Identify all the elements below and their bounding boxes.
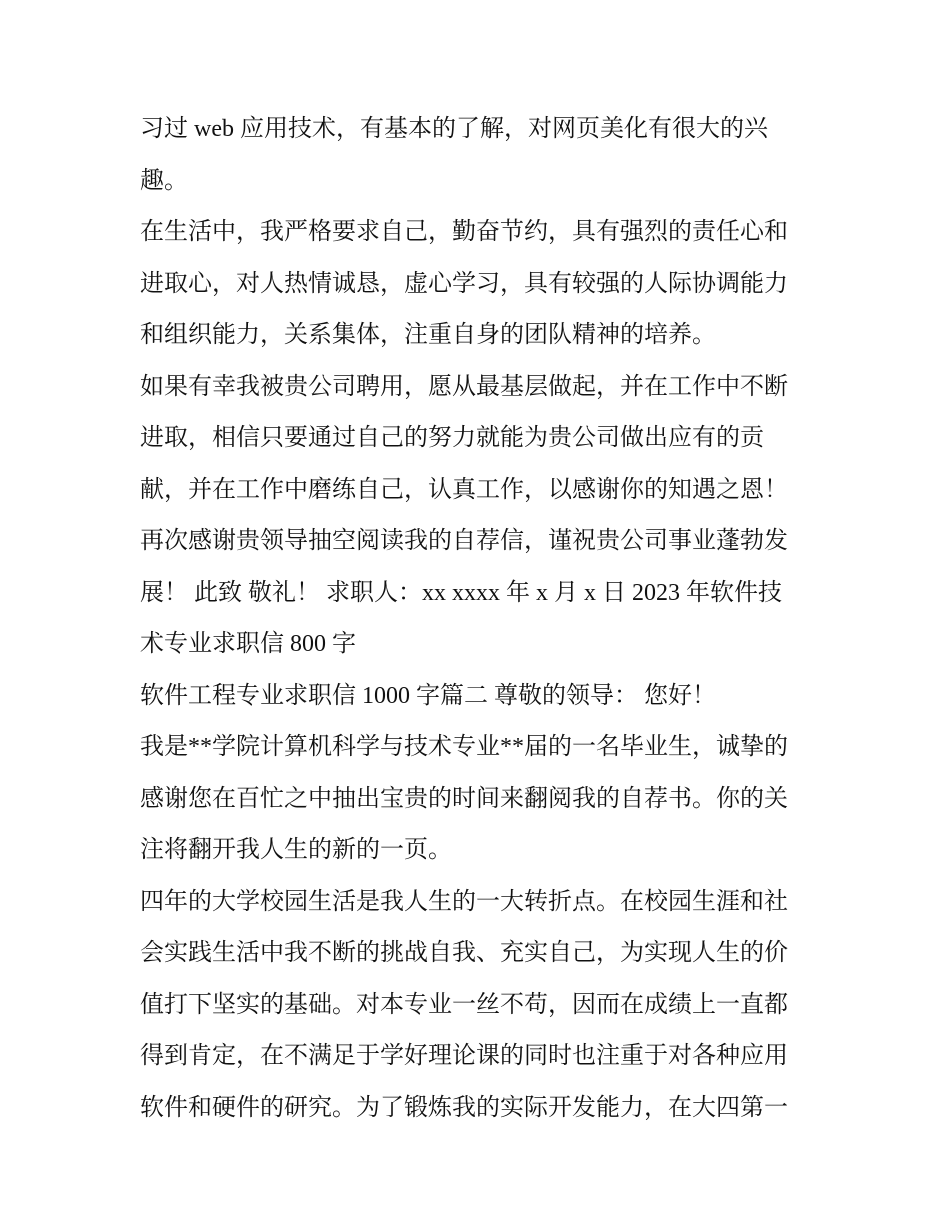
text-line: 趣。 [140, 167, 188, 194]
text-line: 软件和硬件的研究。为了锻炼我的实际开发能力，在大四第一 [140, 1094, 788, 1121]
text-line: 展！ 此致 敬礼！ 求职人：xx xxxx 年 x 月 x 日 2023 年软件技 [140, 579, 782, 606]
text-line: 我是**学院计算机科学与技术专业**届的一名毕业生，诚挚的 [140, 734, 788, 760]
text-line: 习过 web 应用技术，有基本的了解，对网页美化有很大的兴 [140, 116, 768, 142]
text-line: 会实践生活中我不断的挑战自我、充实自己，为实现人生的价 [140, 940, 788, 966]
text-line: 再次感谢贵领导抽空阅读我的自荐信，谨祝贵公司事业蓬勃发 [140, 528, 788, 554]
text-line: 感谢您在百忙之中抽出宝贵的时间来翻阅我的自荐书。你的关 [140, 785, 788, 812]
text-line: 注将翻开我人生的新的一页。 [140, 837, 452, 863]
text-line: 和组织能力，关系集体，注重自身的团队精神的培养。 [140, 322, 716, 348]
text-line: 进取，相信只要通过自己的努力就能为贵公司做出应有的贡 [140, 425, 764, 451]
text-line: 如果有幸我被贵公司聘用，愿从最基层做起，并在工作中不断 [140, 373, 788, 400]
text-line: 在生活中，我严格要求自己，勤奋节约，具有强烈的责任心和 [140, 219, 788, 245]
text-line: 值打下坚实的基础。对本专业一丝不苟，因而在成绩上一直都 [140, 991, 788, 1018]
text-line: 四年的大学校园生活是我人生的一大转折点。在校园生涯和社 [140, 888, 788, 915]
text-line: 进取心，对人热情诚恳，虚心学习，具有较强的人际协调能力 [140, 270, 788, 297]
text-line: 术专业求职信 800 字 [140, 631, 356, 657]
text-line: 得到肯定，在不满足于学好理论课的同时也注重于对各种应用 [140, 1043, 788, 1069]
text-line: 献，并在工作中磨练自己，认真工作，以感谢你的知遇之恩！ [140, 476, 788, 503]
text-line: 软件工程专业求职信 1000 字篇二 尊敬的领导： 您好！ [140, 682, 716, 709]
document-body [140, 104, 820, 1134]
